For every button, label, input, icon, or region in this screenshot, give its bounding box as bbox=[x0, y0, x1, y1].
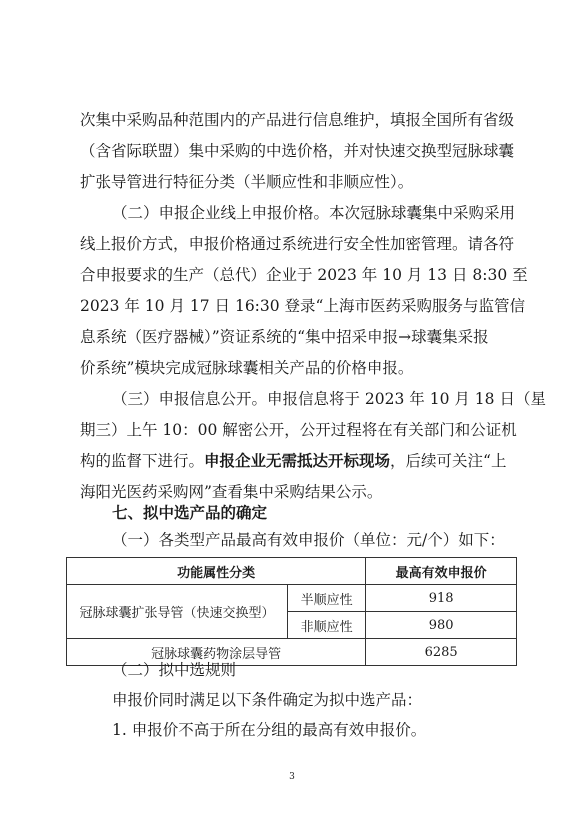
subheading: （一）各类型产品最高有效申报价（单位：元/个）如下： bbox=[112, 531, 505, 549]
text-line: 海阳光医药采购网”查看集中采购结果公示。 bbox=[80, 483, 383, 501]
text-line: 价系统”模块完成冠脉球囊相关产品的价格申报。 bbox=[80, 359, 414, 377]
subcategory: 非顺应性 bbox=[287, 612, 365, 639]
text-line: 次集中采购品种范围内的产品进行信息维护，填报全国所有省级 bbox=[80, 111, 515, 129]
table-header-row bbox=[67, 558, 517, 585]
text-line bbox=[0, 451, 584, 471]
subcategory: 半顺应性 bbox=[287, 585, 365, 612]
text-line: 息系统（医疗器械）”资证系统的“集中招采申报→球囊集采报 bbox=[80, 328, 489, 346]
text-segment: ，后续可关注“上 bbox=[390, 452, 507, 470]
text-line: 2023 年 10 月 17 日 16:30 登录“上海市医药采购服务与监管信 bbox=[80, 297, 525, 315]
page-number: 3 bbox=[289, 772, 295, 782]
bold-emphasis: 申报企业无需抵达开标现场 bbox=[204, 452, 391, 470]
text-line: （二）申报企业线上申报价格。本次冠脉球囊集中采购采用 bbox=[112, 204, 516, 222]
text-line: 申报价同时满足以下条件确定为拟中选产品： bbox=[112, 691, 423, 709]
text-line: （含省际联盟）集中采购的中选价格，并对快速交换型冠脉球囊 bbox=[80, 142, 515, 160]
table-row bbox=[67, 585, 517, 612]
header-price: 最高有效申报价 bbox=[366, 558, 517, 585]
header-attribute: 功能属性分类 bbox=[67, 558, 366, 585]
group-label: 冠脉球囊扩张导管（快速交换型） bbox=[67, 585, 288, 639]
price-table bbox=[66, 557, 517, 666]
price-cell: 980 bbox=[366, 612, 517, 639]
text-line: 期三）上午 10：00 解密公开，公开过程将在有关部门和公证机 bbox=[80, 421, 517, 439]
section-heading: 七、拟中选产品的确定 bbox=[112, 504, 268, 522]
text-line: 线上报价方式，申报价格通过系统进行安全性加密管理。请各符 bbox=[80, 235, 515, 253]
text-segment: 构的监督下进行。 bbox=[80, 452, 205, 470]
price-cell: 6285 bbox=[366, 639, 517, 666]
text-line: （三）申报信息公开。申报信息将于 2023 年 10 月 18 日（星 bbox=[112, 390, 546, 408]
text-line: 合申报要求的生产（总代）企业于 2023 年 10 月 13 日 8:30 至 bbox=[80, 266, 528, 284]
list-item: 1. 申报价不高于所在分组的最高有效申报价。 bbox=[112, 721, 427, 739]
subheading: （二）拟中选规则 bbox=[112, 661, 237, 679]
price-cell: 918 bbox=[366, 585, 517, 612]
category-label: 冠脉球囊药物涂层导管 bbox=[67, 639, 366, 666]
text-line: 扩张导管进行特征分类（半顺应性和非顺应性）。 bbox=[80, 173, 414, 191]
